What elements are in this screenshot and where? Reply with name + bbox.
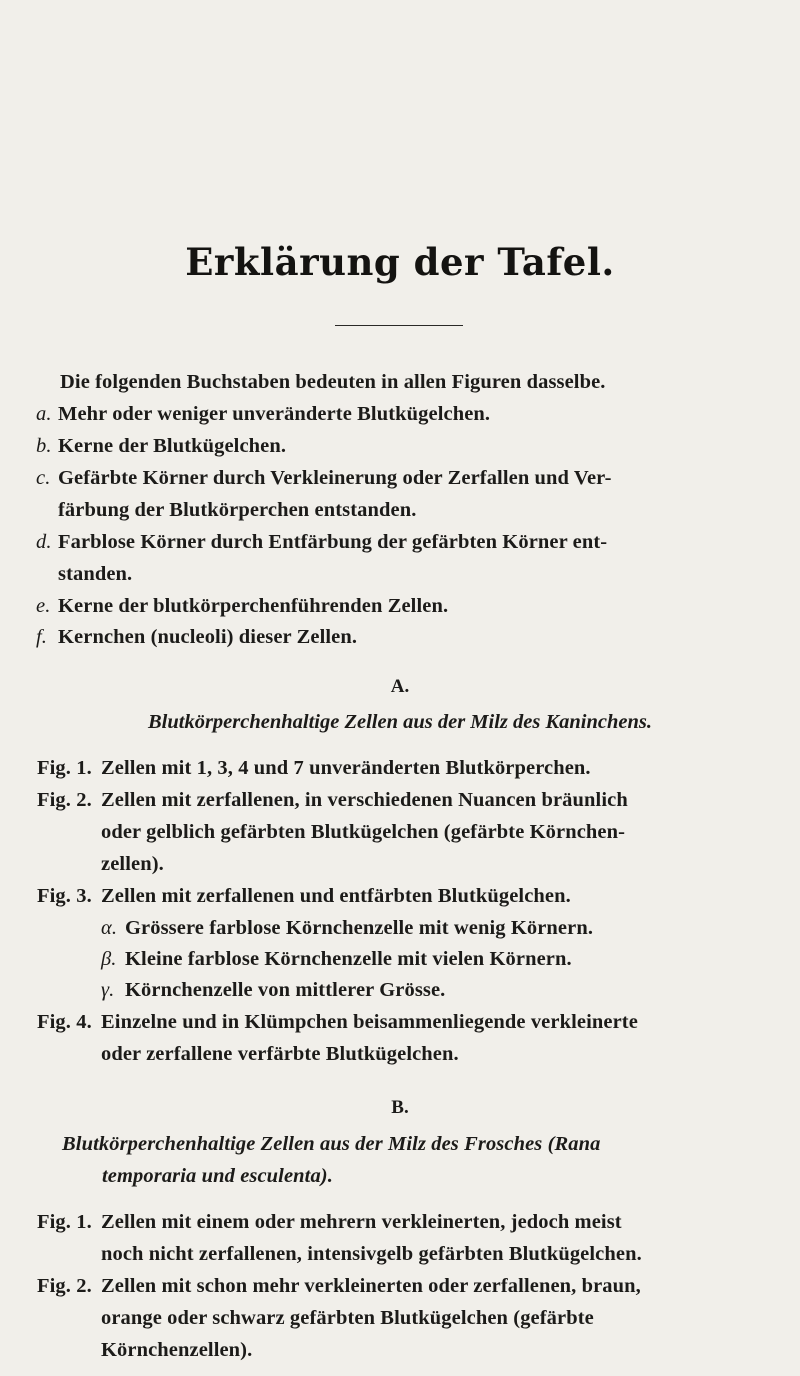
figure-text: Zellen mit zerfallenen und entfärbten Blutkügelchen. bbox=[101, 885, 571, 907]
legend-text: Gefärbte Körner durch Verkleinerung oder Zerfallen und Ver- bbox=[58, 467, 612, 489]
fig-a-3-alpha bbox=[101, 918, 593, 939]
figure-label: Fig. 1. bbox=[37, 757, 92, 779]
legend-label: a. bbox=[36, 403, 52, 425]
section-b-heading-line-2: temporaria und esculenta). bbox=[102, 1165, 333, 1187]
figure-text-continued: oder gelblich gefärbten Blutkügelchen (gefärbte Körnchen- bbox=[101, 821, 626, 843]
fig-a-3-beta bbox=[101, 949, 572, 970]
legend-text: Kerne der blutkörperchenführenden Zellen. bbox=[58, 595, 449, 617]
figure-text: Grössere farblose Körnchenzelle mit wenig Körnern. bbox=[125, 917, 594, 939]
fig-a-3 bbox=[37, 886, 571, 907]
legend-text-continued: färbung der Blutkörperchen entstanden. bbox=[58, 499, 417, 521]
figure-text: Zellen mit einem oder mehrern verkleinerten, jedoch meist bbox=[101, 1211, 622, 1233]
figure-text: Körnchenzelle von mittlerer Grösse. bbox=[125, 979, 446, 1001]
figure-text: Zellen mit 1, 3, 4 und 7 unveränderten Blutkörperchen. bbox=[101, 757, 591, 779]
legend-text: Mehr oder weniger unveränderte Blutkügelchen. bbox=[58, 403, 491, 425]
figure-text: Zellen mit schon mehr verkleinerten oder zerfallenen, braun, bbox=[101, 1275, 641, 1297]
legend-item-d bbox=[36, 532, 607, 553]
figure-label: Fig. 1. bbox=[37, 1211, 92, 1233]
figure-text-continued: oder zerfallene verfärbte Blutkügelchen. bbox=[101, 1043, 459, 1065]
legend-text: Farblose Körner durch Entfärbung der gefärbten Körner ent- bbox=[58, 531, 608, 553]
figure-text: Kleine farblose Körnchenzelle mit vielen Körnern. bbox=[125, 948, 572, 970]
title-divider bbox=[335, 325, 463, 326]
legend-item-f bbox=[36, 627, 357, 648]
section-a-heading: Blutkörperchenhaltige Zellen aus der Milz des Kaninchens. bbox=[147, 711, 653, 733]
section-b-heading-line-1: Blutkörperchenhaltige Zellen aus der Milz des Frosches (Rana bbox=[62, 1133, 601, 1155]
section-a-letter: A. bbox=[390, 676, 410, 697]
figure-text: Zellen mit zerfallenen, in verschiedenen Nuancen bräunlich bbox=[101, 789, 628, 811]
figure-text-continued: Körnchenzellen). bbox=[101, 1339, 253, 1361]
fig-a-2 bbox=[37, 790, 628, 811]
sub-label: β. bbox=[101, 948, 117, 970]
figure-text-continued: orange oder schwarz gefärbten Blutkügelchen (gefärbte bbox=[101, 1307, 594, 1329]
fig-b-2 bbox=[37, 1276, 641, 1297]
figure-label: Fig. 4. bbox=[37, 1011, 92, 1033]
legend-item-b bbox=[36, 436, 286, 457]
legend-item-e bbox=[36, 596, 448, 617]
figure-label: Fig. 2. bbox=[37, 789, 92, 811]
legend-label: e. bbox=[36, 595, 51, 617]
legend-label: f. bbox=[36, 626, 48, 648]
fig-a-3-gamma bbox=[101, 980, 445, 1001]
legend-text: Kerne der Blutkügelchen. bbox=[58, 435, 287, 457]
legend-text-continued: standen. bbox=[58, 563, 133, 585]
figure-text-continued: zellen). bbox=[101, 853, 164, 875]
legend-label: d. bbox=[36, 531, 52, 553]
figure-text-continued: noch nicht zerfallenen, intensivgelb gefärbten Blutkügelchen. bbox=[101, 1243, 642, 1265]
sub-label: α. bbox=[101, 917, 118, 939]
legend-label: c. bbox=[36, 467, 51, 489]
legend-item-c bbox=[36, 468, 612, 489]
intro-text: Die folgenden Buchstaben bedeuten in allen Figuren dasselbe. bbox=[60, 371, 606, 393]
legend-text: Kernchen (nucleoli) dieser Zellen. bbox=[58, 626, 358, 648]
section-b-letter: B. bbox=[391, 1097, 409, 1118]
figure-text: Einzelne und in Klümpchen beisammenliegende verkleinerte bbox=[101, 1011, 638, 1033]
fig-a-4 bbox=[37, 1012, 638, 1033]
figure-label: Fig. 3. bbox=[37, 885, 92, 907]
legend-label: b. bbox=[36, 435, 52, 457]
fig-b-1 bbox=[37, 1212, 622, 1233]
figure-label: Fig. 2. bbox=[37, 1275, 92, 1297]
fig-a-1 bbox=[37, 758, 591, 779]
page-title: Erklärung der Tafel. bbox=[185, 240, 615, 284]
sub-label: γ. bbox=[101, 979, 115, 1001]
legend-item-a bbox=[36, 404, 490, 425]
